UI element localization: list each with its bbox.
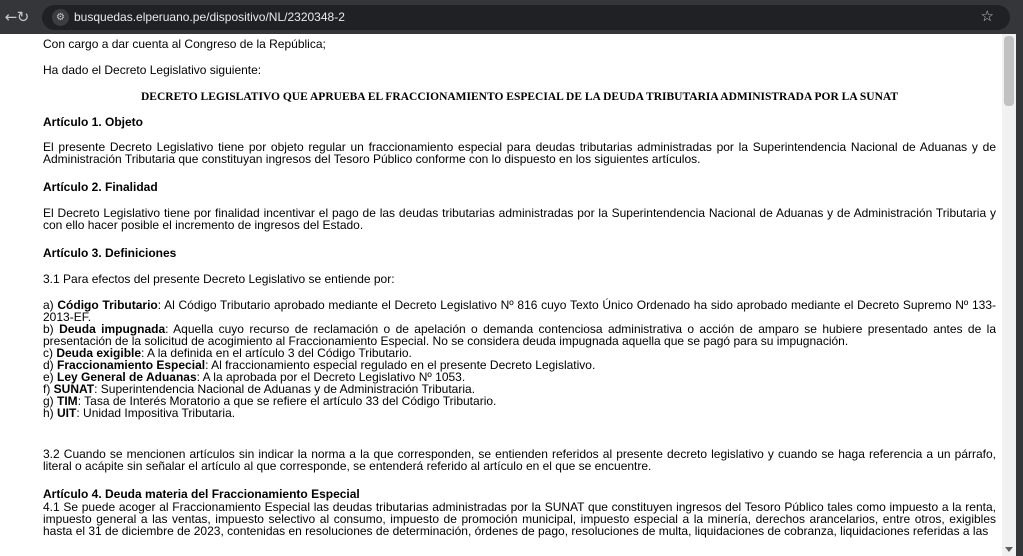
item-prefix: d) xyxy=(43,358,58,372)
definition-text: : Al Código Tributario aprobado mediante el Decreto Legislativo Nº 816 cuyo Texto Único Ordenado ha sido aprobado mediante el Decreto Supremo Nº 133-2013-EF. xyxy=(43,298,996,324)
definition-text: : Al fraccionamiento especial regulado en el presente Decreto Legislativo. xyxy=(205,358,596,372)
definition-text: : A la definida en el artículo 3 del Código Tributario. xyxy=(141,346,412,360)
paragraph: El Decreto Legislativo tiene por finalidad incentivar el pago de las deudas tributarias administradas por la Superintendencia Nacional de Aduanas y de Administración Tributaria y con ello hacer posible el incremento de ingresos del Estado. xyxy=(43,206,996,232)
definition-text: : A la aprobada por el Decreto Legislativo Nº 1053. xyxy=(196,370,466,384)
definition-text: : Aquella cuyo recurso de reclamación o de apelación o demanda contenciosa administrativa o acción de amparo se hubiere presentado antes de la presentación de la solicitud de acogimiento al Fraccionamiento Especial. No se considera deuda impugnada aquella que se pagó para su impugnación. xyxy=(43,322,996,348)
article-heading: Artículo 2. Finalidad xyxy=(43,180,158,194)
scrollbar-thumb[interactable] xyxy=(1004,36,1014,106)
definition-term: Código Tributario xyxy=(57,298,158,312)
item-prefix: f) xyxy=(43,382,54,396)
back-arrow-icon[interactable]: ← xyxy=(4,8,18,26)
document-content xyxy=(43,34,996,556)
definition-text: : Tasa de Interés Moratorio a que se refiere el artículo 33 del Código Tributario. xyxy=(77,394,497,408)
item-prefix: a) xyxy=(43,298,58,312)
vertical-scrollbar[interactable] xyxy=(1002,34,1016,556)
reload-icon[interactable]: ↻ xyxy=(16,8,30,26)
list-item xyxy=(43,323,996,347)
definition-term: UIT xyxy=(57,406,77,420)
article-heading: Artículo 3. Definiciones xyxy=(43,246,177,260)
paragraph: El presente Decreto Legislativo tiene por objeto regular un fraccionamiento especial para deudas tributarias administradas por la Superintendencia Nacional de Aduanas y de Administración Tributaria que constituyan ingresos del Tesoro Público conforme con lo dispuesto en los siguientes artículos. xyxy=(43,140,996,166)
paragraph: Con cargo a dar cuenta al Congreso de la República; xyxy=(43,37,326,51)
definition-text: : Superintendencia Nacional de Aduanas y de Administración Tributaria. xyxy=(94,382,476,396)
item-prefix: c) xyxy=(43,346,57,360)
browser-toolbar xyxy=(0,0,1023,34)
window-edge xyxy=(1016,34,1023,556)
url-text[interactable]: busquedas.elperuano.pe/dispositivo/NL/2320348-2 xyxy=(74,10,345,24)
paragraph: 4.1 Se puede acoger al Fraccionamiento Especial las deudas tributarias administradas por la SUNAT que constituyen ingresos del Tesoro Público tales como impuesto a la renta, impuesto general a las ventas, impuesto selectivo al consumo, impuesto de promoción municipal, impuesto especial a la minería, derechos arancelarios, entre otros, exigibles hasta el 31 de diciembre de 2023, contenidas en resoluciones de determinación, órdenes de pago, resoluciones de multa, liquidaciones de cobranza, liquidaciones referidas a las xyxy=(43,500,996,538)
paragraph: Ha dado el Decreto Legislativo siguiente: xyxy=(43,63,262,77)
definition-term: Deuda impugnada xyxy=(59,322,166,336)
item-prefix: h) xyxy=(43,406,58,420)
star-icon[interactable]: ☆ xyxy=(980,7,994,25)
definition-term: Fraccionamiento Especial xyxy=(57,358,206,372)
paragraph: 3.1 Para efectos del presente Decreto Legislativo se entiende por: xyxy=(43,272,395,286)
article-heading: Artículo 4. Deuda materia del Fraccionamiento Especial xyxy=(43,487,360,501)
list-item xyxy=(43,407,996,419)
item-prefix: b) xyxy=(43,322,60,336)
scroll-down-arrow-icon[interactable] xyxy=(1005,547,1013,552)
definition-term: SUNAT xyxy=(53,382,95,396)
site-settings-icon[interactable]: ⚙ xyxy=(52,9,69,26)
decree-title: DECRETO LEGISLATIVO QUE APRUEBA EL FRACCIONAMIENTO ESPECIAL DE LA DEUDA TRIBUTARIA ADMINISTRADA POR LA SUNAT xyxy=(140,91,898,103)
item-prefix: g) xyxy=(43,394,58,408)
article-heading: Artículo 1. Objeto xyxy=(43,115,144,129)
item-prefix: e) xyxy=(43,370,58,384)
definitions-list xyxy=(43,299,996,419)
definition-term: Deuda exigible xyxy=(56,346,142,360)
definition-term: TIM xyxy=(57,394,78,408)
definition-term: Ley General de Aduanas xyxy=(57,370,197,384)
address-bar[interactable] xyxy=(42,5,1010,30)
list-item xyxy=(43,299,996,323)
paragraph: 3.2 Cuando se mencionen artículos sin indicar la norma a la que corresponden, se entienden referidos al presente decreto legislativo y cuando se haga referencia a un párrafo, literal o acápite sin señalar el artículo al que corresponde, se entenderá referido al artículo en el que se encuentre. xyxy=(43,447,996,473)
definition-text: : Unidad Impositiva Tributaria. xyxy=(76,406,236,420)
